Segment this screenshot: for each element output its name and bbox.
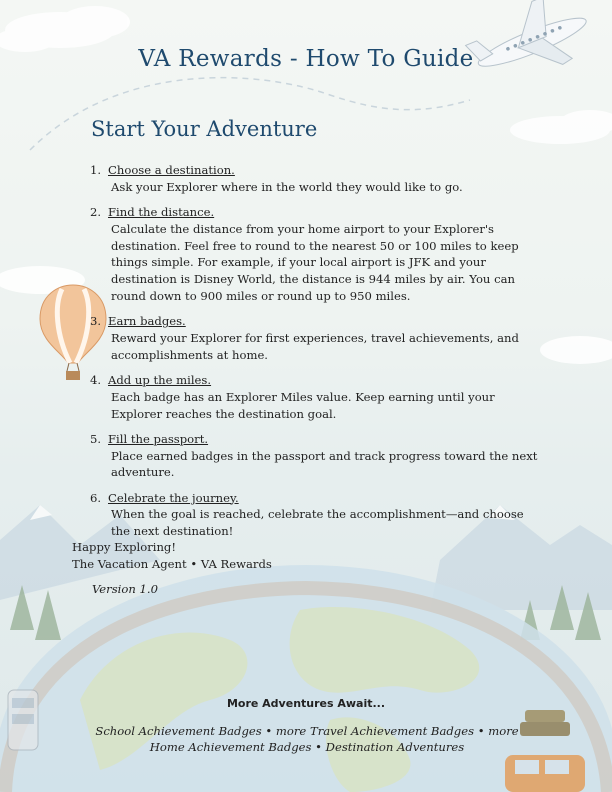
step-description: When the goal is reached, celebrate the accomplishment—and choose the next destination! bbox=[111, 507, 524, 539]
closing-greeting: Happy Exploring! bbox=[72, 540, 177, 554]
step-heading: Fill the passport. bbox=[108, 431, 209, 446]
step-heading: Find the distance. bbox=[108, 204, 215, 219]
version-label: Version 1.0 bbox=[92, 582, 158, 596]
step-number: 4. bbox=[90, 372, 102, 387]
step-description: Reward your Explorer for first experiences, travel achievements, and accomplishments at home. bbox=[111, 330, 519, 362]
step-number: 1. bbox=[90, 163, 102, 177]
step-item bbox=[90, 204, 540, 305]
more-adventures-list: School Achievement Badges • more Travel Achievement Badges • more Home Achievement Badges • Destination Adventures bbox=[95, 724, 519, 754]
step-number: 6. bbox=[90, 490, 102, 505]
step-number: 5. bbox=[90, 431, 102, 446]
step-item bbox=[90, 431, 540, 481]
step-item bbox=[90, 372, 540, 422]
step-heading: Celebrate the journey. bbox=[108, 490, 239, 505]
page-title: VA Rewards - How To Guide bbox=[138, 46, 474, 72]
steps-list bbox=[90, 162, 540, 548]
step-item bbox=[90, 162, 540, 196]
step-description: Calculate the distance from your home airport to your Explorer's destination. Feel free to round to the nearest 50 or 100 miles to keep things simple. For example, if your local airport is JFK and your destination is Disney World, the distance is 944 miles by air. You can round down to 900 miles or round up to 950 miles. bbox=[111, 221, 519, 303]
step-item bbox=[90, 313, 540, 363]
step-item bbox=[90, 490, 540, 540]
step-heading: Add up the miles. bbox=[108, 372, 212, 387]
step-number: 2. bbox=[90, 204, 102, 219]
section-title: Start Your Adventure bbox=[91, 117, 318, 141]
more-adventures-title: More Adventures Await... bbox=[226, 697, 386, 710]
step-description: Ask your Explorer where in the world they would like to go. bbox=[111, 179, 463, 194]
closing-signoff: The Vacation Agent • VA Rewards bbox=[72, 556, 272, 571]
step-description: Each badge has an Explorer Miles value. Keep earning until your Explorer reaches the destination goal. bbox=[111, 389, 495, 421]
step-number: 3. bbox=[90, 314, 102, 329]
closing-signature bbox=[72, 539, 272, 572]
step-heading: Earn badges. bbox=[108, 314, 186, 329]
step-description: Place earned badges in the passport and track progress toward the next adventure. bbox=[111, 448, 538, 480]
step-heading: Choose a destination. bbox=[108, 163, 235, 177]
